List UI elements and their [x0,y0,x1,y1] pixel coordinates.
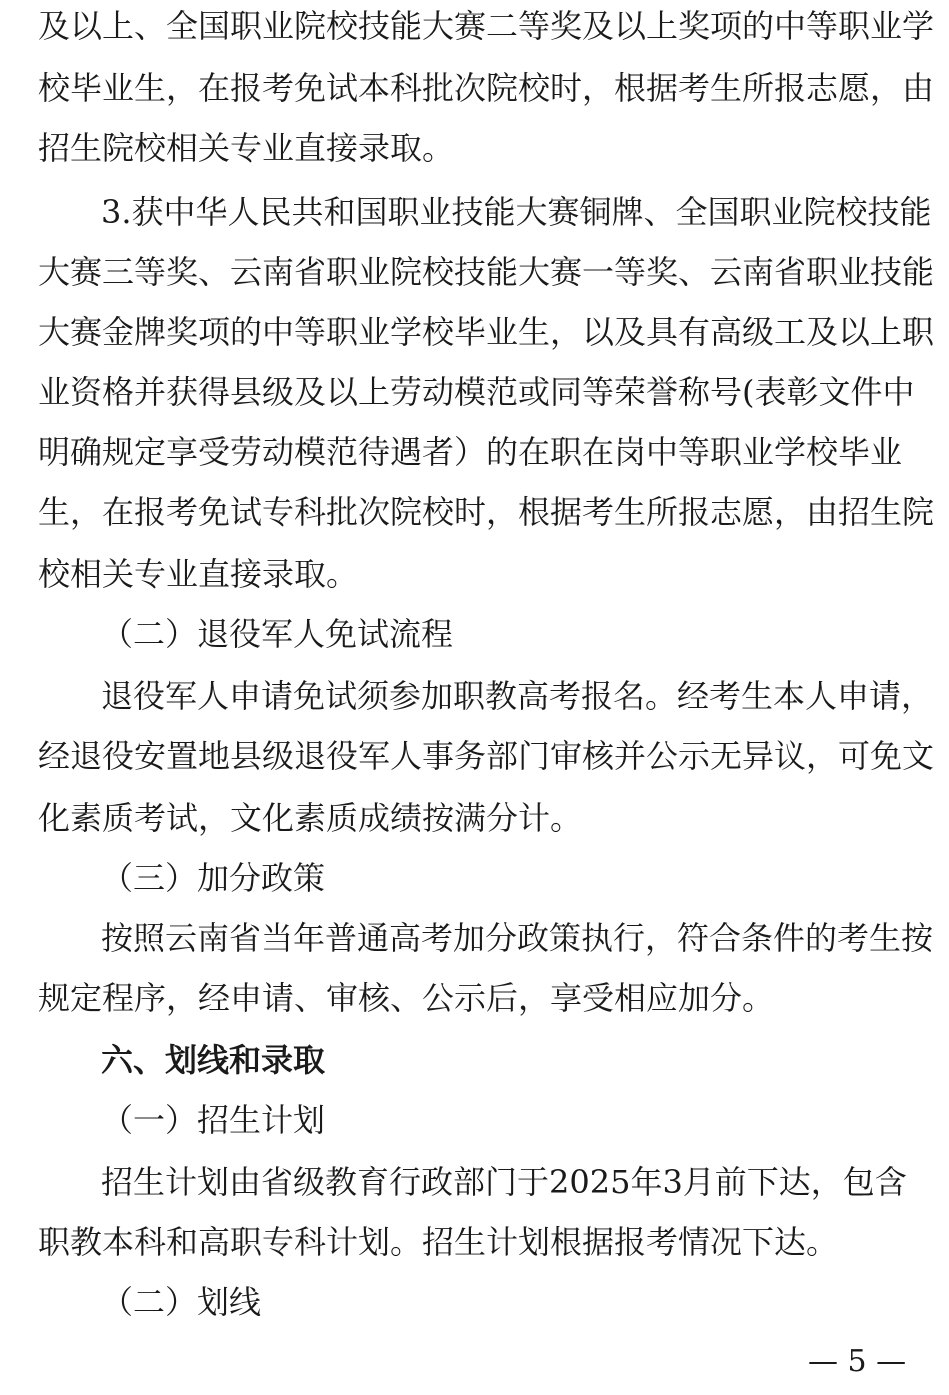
paragraph-text: 大赛三等奖、云南省职业院校技能大赛一等奖、云南省职业技能 [38,253,935,291]
section-heading-text: （一）招生计划 [101,1101,326,1139]
section-heading-text: （二）划线 [101,1283,262,1321]
paragraph-text: 规定程序，经申请、审核、公示后，享受相应加分。 [38,979,775,1017]
paragraph-text: 校相关专业直接录取。 [38,555,359,593]
paragraph-text: 业资格并获得县级及以上劳动模范或同等荣誉称号(表彰文件中 [38,373,915,411]
section-heading-text: （二）退役军人免试流程 [101,615,454,653]
paragraph-text: 明确规定享受劳动模范待遇者）的在职在岗中等职业学校毕业 [38,433,903,471]
paragraph-text: 生，在报考免试专科批次院校时，根据考生所报志愿，由招生院 [38,493,935,531]
paragraph-text: 及以上、全国职业院校技能大赛二等奖及以上奖项的中等职业学 [38,7,935,45]
page-number: — 5 — [808,1344,907,1379]
paragraph-text: 招生计划由省级教育行政部门于2025年3月前下达，包含 [101,1163,907,1201]
paragraph-text: 化素质考试，文化素质成绩按满分计。 [38,799,583,837]
paragraph-text: 大赛金牌奖项的中等职业学校毕业生，以及具有高级工及以上职 [38,313,935,351]
paragraph-text: 校毕业生，在报考免试本科批次院校时，根据考生所报志愿，由 [38,69,935,107]
paragraph-text: 经退役安置地县级退役军人事务部门审核并公示无异议，可免文 [38,737,935,775]
chapter-heading-text: 六、划线和录取 [101,1041,326,1079]
section-heading-text: （三）加分政策 [101,859,326,897]
paragraph-text: 职教本科和高职专科计划。招生计划根据报考情况下达。 [38,1223,839,1261]
paragraph-text: 3.获中华人民共和国职业技能大赛铜牌、全国职业院校技能 [101,193,932,231]
paragraph-text: 招生院校相关专业直接录取。 [38,129,455,167]
paragraph-text: 退役军人申请免试须参加职教高考报名。经考生本人申请， [101,677,934,715]
paragraph-text: 按照云南省当年普通高考加分政策执行，符合条件的考生按 [101,919,934,957]
